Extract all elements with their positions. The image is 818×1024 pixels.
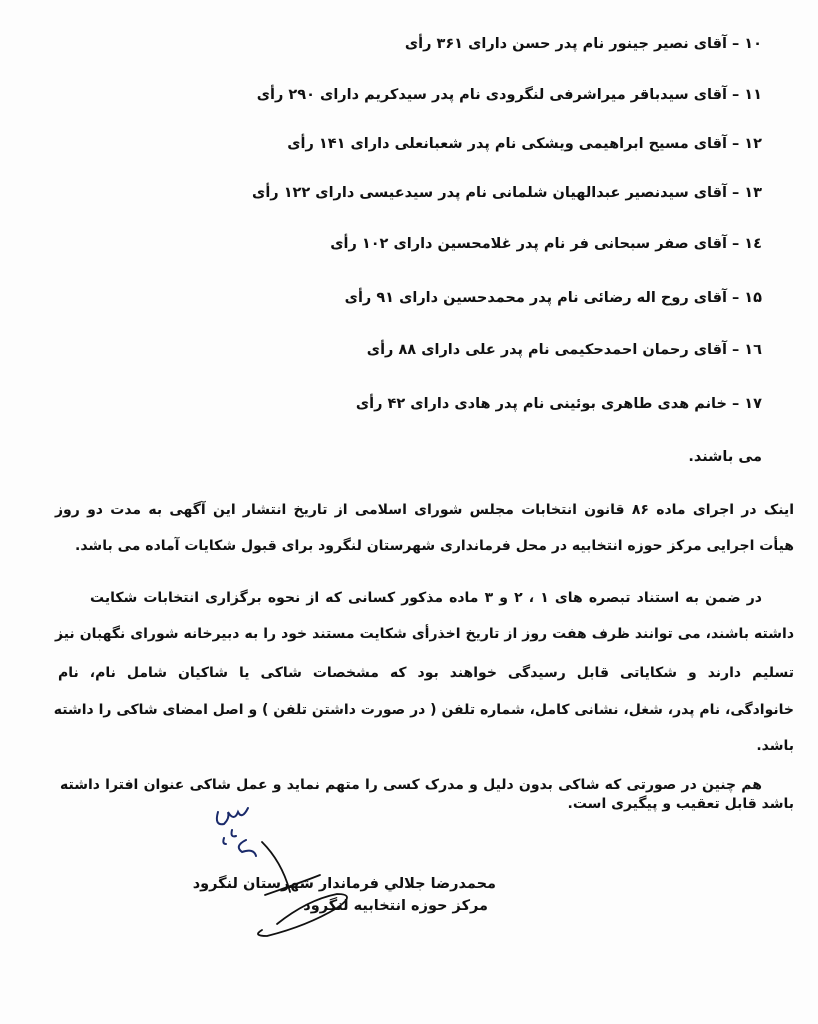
paragraph2-line: باشد. — [756, 738, 794, 754]
paragraph3-line: هم چنین در صورتی که شاکی بدون دلیل و مدرک کسی را متهم نماید و عمل شاکی عنوان افترا داشته — [60, 777, 762, 793]
signatory-name: محمدرضا جلالي فرماندار شهرستان لنگرود — [192, 876, 496, 892]
candidate-item: ۱۰ – آقای نصیر جینور نام پدر حسن دارای ۳۶۱ رأی — [404, 36, 762, 52]
paragraph2-line: در ضمن به استناد تبصره های ۱ ، ۲ و ۳ ماده مذکور کسانی که از نحوه برگزاری انتخابات شکایت — [90, 590, 762, 606]
candidate-item: ۱۲ – آقای مسیح ابراهیمی ویشکی نام پدر شعبانعلی دارای ۱۴۱ رأی — [287, 136, 762, 152]
paragraph2-line: داشته باشند، می توانند ظرف هفت روز از تاریخ اخذرأی شکایت مستند خود را به دبیرخانه شورای نگهبان نیز — [55, 626, 794, 642]
candidate-item: ۱۷ – خانم هدی طاهری بوئینی نام پدر هادی دارای ۴۲ رأی — [355, 396, 762, 412]
paragraph1-line: اینک در اجرای ماده ۸۶ قانون انتخابات مجلس شورای اسلامی از تاریخ انتشار این آگهی به مدت دو روز — [55, 502, 794, 518]
closing-text: می باشند. — [688, 449, 762, 465]
paragraph2-line: تسلیم دارند و شکایاتی قابل رسیدگی خواهند بود که مشخصات شاکی یا شاکیان شامل نام، نام — [58, 665, 794, 681]
paragraph3-line: باشد قابل تعقیب و پیگیری است. — [567, 796, 794, 812]
candidate-item: ۱۵ – آقای روح اله رضائی نام پدر محمدحسین دارای ۹۱ رأی — [344, 290, 762, 306]
signature-initials — [217, 808, 256, 856]
signatory-office: مرکز حوزه انتخابیه لنگرود — [303, 898, 488, 914]
candidate-item: ۱۳ – آقای سیدنصیر عبدالهیان شلمانی نام پدر سیدعیسی دارای ۱۲۲ رأی — [252, 185, 762, 201]
candidate-item: ۱٤ – آقای صفر سبحانی فر نام پدر غلامحسین دارای ۱۰۲ رأی — [330, 236, 762, 252]
signature-stroke — [258, 842, 347, 936]
paragraph2-line: خانوادگی، نام پدر، شغل، نشانی کامل، شماره تلفن ( در صورت داشتن تلفن ) و اصل امضای شاکی را داشته — [53, 702, 794, 718]
paragraph1-line: هیأت اجرایی مرکز حوزه انتخابیه در محل فرمانداری شهرستان لنگرود برای قبول شکایات آماده می باشد. — [75, 538, 794, 554]
candidate-item: ۱۱ – آقای سیدباقر میراشرفی لنگرودی نام پدر سیدکریم دارای ۲۹۰ رأی — [256, 87, 762, 103]
candidate-item: ۱٦ – آقای رحمان احمدحکیمی نام پدر علی دارای ۸۸ رأی — [366, 342, 762, 358]
